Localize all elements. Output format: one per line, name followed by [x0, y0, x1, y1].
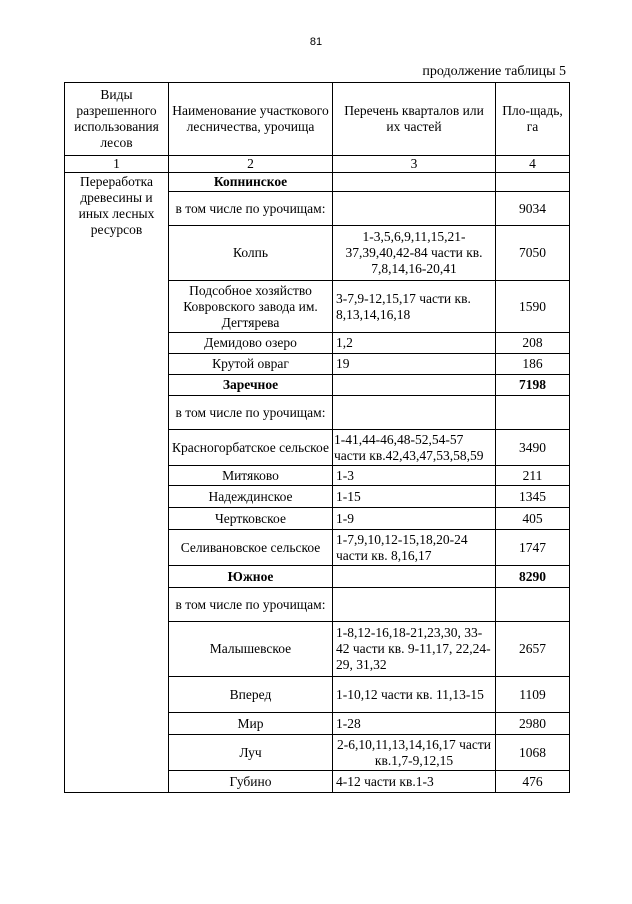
tract-name: Губино	[169, 771, 333, 793]
quarters-cell: 1-3	[333, 466, 496, 486]
tract-name: Мир	[169, 713, 333, 735]
area-cell: 1068	[496, 735, 570, 771]
area-cell: 208	[496, 333, 570, 354]
page-number: 81	[309, 36, 323, 48]
tract-name: Луч	[169, 735, 333, 771]
quarters-cell	[333, 375, 496, 396]
tract-name: Красногорбатское сельское	[169, 430, 333, 466]
quarters-cell: 4-12 части кв.1-3	[333, 771, 496, 793]
header-use-types: Виды разрешенного использования лесов	[65, 83, 169, 156]
forestry-name: Заречное	[169, 375, 333, 396]
column-number: 4	[496, 156, 570, 173]
forest-use-table	[64, 82, 570, 793]
area-cell: 8290	[496, 566, 570, 588]
area-cell: 1590	[496, 281, 570, 333]
column-number: 1	[65, 156, 169, 173]
area-cell	[496, 396, 570, 430]
table-continuation-label: продолжение таблицы 5	[422, 64, 566, 79]
quarters-cell: 1-10,12 части кв. 11,13-15	[333, 677, 496, 713]
area-cell: 211	[496, 466, 570, 486]
tract-name: Надеждинское	[169, 486, 333, 508]
quarters-cell: 1-7,9,10,12-15,18,20-24 части кв. 8,16,17	[333, 530, 496, 566]
area-cell: 186	[496, 354, 570, 375]
quarters-cell: 19	[333, 354, 496, 375]
area-cell: 1109	[496, 677, 570, 713]
tract-name: Подсобное хозяйство Ковровского завода им. Дегтярева	[169, 281, 333, 333]
forestry-name: Южное	[169, 566, 333, 588]
quarters-cell: 1-15	[333, 486, 496, 508]
area-cell	[496, 588, 570, 622]
header-area: Пло-щадь, га	[496, 83, 570, 156]
tract-name: Чертковское	[169, 508, 333, 530]
quarters-cell: 1-41,44-46,48-52,54-57 части кв.42,43,47,53,58,59	[333, 430, 496, 466]
quarters-cell	[333, 173, 496, 192]
area-cell: 7050	[496, 226, 570, 281]
area-cell: 1747	[496, 530, 570, 566]
area-cell: 476	[496, 771, 570, 793]
quarters-cell: 3-7,9-12,15,17 части кв. 8,13,14,16,18	[333, 281, 496, 333]
column-number: 2	[169, 156, 333, 173]
quarters-cell	[333, 566, 496, 588]
column-number-row	[65, 156, 570, 173]
tract-name: Селивановское сельское	[169, 530, 333, 566]
tract-name: Митяково	[169, 466, 333, 486]
quarters-cell	[333, 588, 496, 622]
area-cell: 7198	[496, 375, 570, 396]
area-cell	[496, 173, 570, 192]
area-cell: 2657	[496, 622, 570, 677]
subdivision-label: в том числе по урочищам:	[169, 588, 333, 622]
area-cell: 3490	[496, 430, 570, 466]
use-type-cell: Переработка древесины и иных лесных ресурсов	[65, 173, 169, 793]
quarters-cell: 1,2	[333, 333, 496, 354]
quarters-cell	[333, 396, 496, 430]
header-quarters: Перечень кварталов или их частей	[333, 83, 496, 156]
area-cell: 1345	[496, 486, 570, 508]
forestry-name: Копнинское	[169, 173, 333, 192]
column-number: 3	[333, 156, 496, 173]
area-cell: 405	[496, 508, 570, 530]
quarters-cell: 1-3,5,6,9,11,15,21-37,39,40,42-84 части кв. 7,8,14,16-20,41	[333, 226, 496, 281]
header-forestry-name: Наименование участкового лесничества, урочища	[169, 83, 333, 156]
quarters-cell: 1-8,12-16,18-21,23,30, 33-42 части кв. 9-11,17, 22,24-29, 31,32	[333, 622, 496, 677]
tract-name: Вперед	[169, 677, 333, 713]
quarters-cell: 1-9	[333, 508, 496, 530]
tract-name: Крутой овраг	[169, 354, 333, 375]
quarters-cell	[333, 192, 496, 226]
area-cell: 2980	[496, 713, 570, 735]
table-row	[65, 173, 570, 192]
tract-name: Демидово озеро	[169, 333, 333, 354]
quarters-cell: 1-28	[333, 713, 496, 735]
subdivision-label: в том числе по урочищам:	[169, 396, 333, 430]
tract-name: Малышевское	[169, 622, 333, 677]
quarters-cell: 2-6,10,11,13,14,16,17 части кв.1,7-9,12,15	[333, 735, 496, 771]
subdivision-label: в том числе по урочищам:	[169, 192, 333, 226]
tract-name: Колпь	[169, 226, 333, 281]
area-cell: 9034	[496, 192, 570, 226]
header-row	[65, 83, 570, 156]
